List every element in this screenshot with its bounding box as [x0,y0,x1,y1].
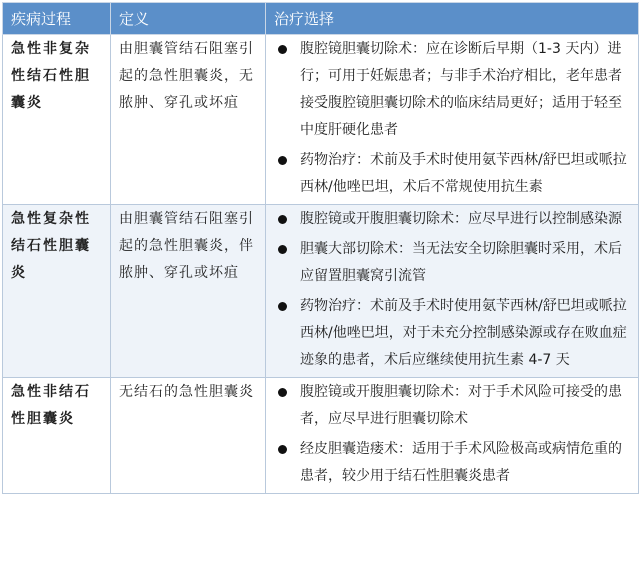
disease-definition: 由胆囊管结石阻塞引起的急性胆囊炎，伴脓肿、穿孔或坏疽 [111,205,266,378]
table-row [3,378,639,494]
disease-name: 急性复杂性结石性胆囊炎 [3,205,111,378]
bullet-icon [278,215,287,224]
treatment-list [274,379,630,490]
table-row [3,205,639,378]
treatment-list [274,36,630,201]
header-definition: 定义 [111,3,266,35]
treatment-item [274,147,630,201]
header-disease-process: 疾病过程 [3,3,111,35]
treatment-text: 胆囊大部切除术：当无法安全切除胆囊时采用，术后应留置胆囊窝引流管 [300,241,622,284]
treatment-cell [266,378,639,494]
bullet-icon [278,388,287,397]
treatment-item [274,206,630,233]
disease-name: 急性非结石性胆囊炎 [3,378,111,494]
treatment-cell [266,35,639,205]
header-row [3,3,639,35]
disease-name: 急性非复杂性结石性胆囊炎 [3,35,111,205]
header-treatment-options: 治疗选择 [266,3,639,35]
treatment-item [274,379,630,433]
bullet-icon [278,245,287,254]
treatment-list [274,206,630,374]
disease-definition: 无结石的急性胆囊炎 [111,378,266,494]
treatment-text: 药物治疗：术前及手术时使用氨苄西林/舒巴坦或哌拉西林/他唑巴坦，术后不常规使用抗生素 [300,152,627,195]
bullet-icon [278,156,287,165]
bullet-icon [278,445,287,454]
table-row [3,35,639,205]
treatment-item [274,36,630,144]
treatment-item [274,293,630,374]
treatment-item [274,236,630,290]
treatment-cell [266,205,639,378]
treatment-text: 腹腔镜胆囊切除术：应在诊断后早期（1-3 天内）进行；可用于妊娠患者；与非手术治疗相比，老年患者接受腹腔镜胆囊切除术的临床结局更好；适用于轻至中度肝硬化患者 [300,41,622,138]
treatment-table [2,2,639,494]
bullet-icon [278,302,287,311]
disease-definition: 由胆囊管结石阻塞引起的急性胆囊炎，无脓肿、穿孔或坏疽 [111,35,266,205]
treatment-text: 腹腔镜或开腹胆囊切除术：应尽早进行以控制感染源 [300,211,622,227]
treatment-text: 药物治疗：术前及手术时使用氨苄西林/舒巴坦或哌拉西林/他唑巴坦，对于未充分控制感染源或存在败血症迹象的患者，术后应继续使用抗生素 4-7 天 [300,298,627,368]
treatment-text: 经皮胆囊造瘘术：适用于手术风险极高或病情危重的患者，较少用于结石性胆囊炎患者 [300,441,622,484]
treatment-item [274,436,630,490]
bullet-icon [278,45,287,54]
treatment-text: 腹腔镜或开腹胆囊切除术：对于手术风险可接受的患者，应尽早进行胆囊切除术 [300,384,622,427]
